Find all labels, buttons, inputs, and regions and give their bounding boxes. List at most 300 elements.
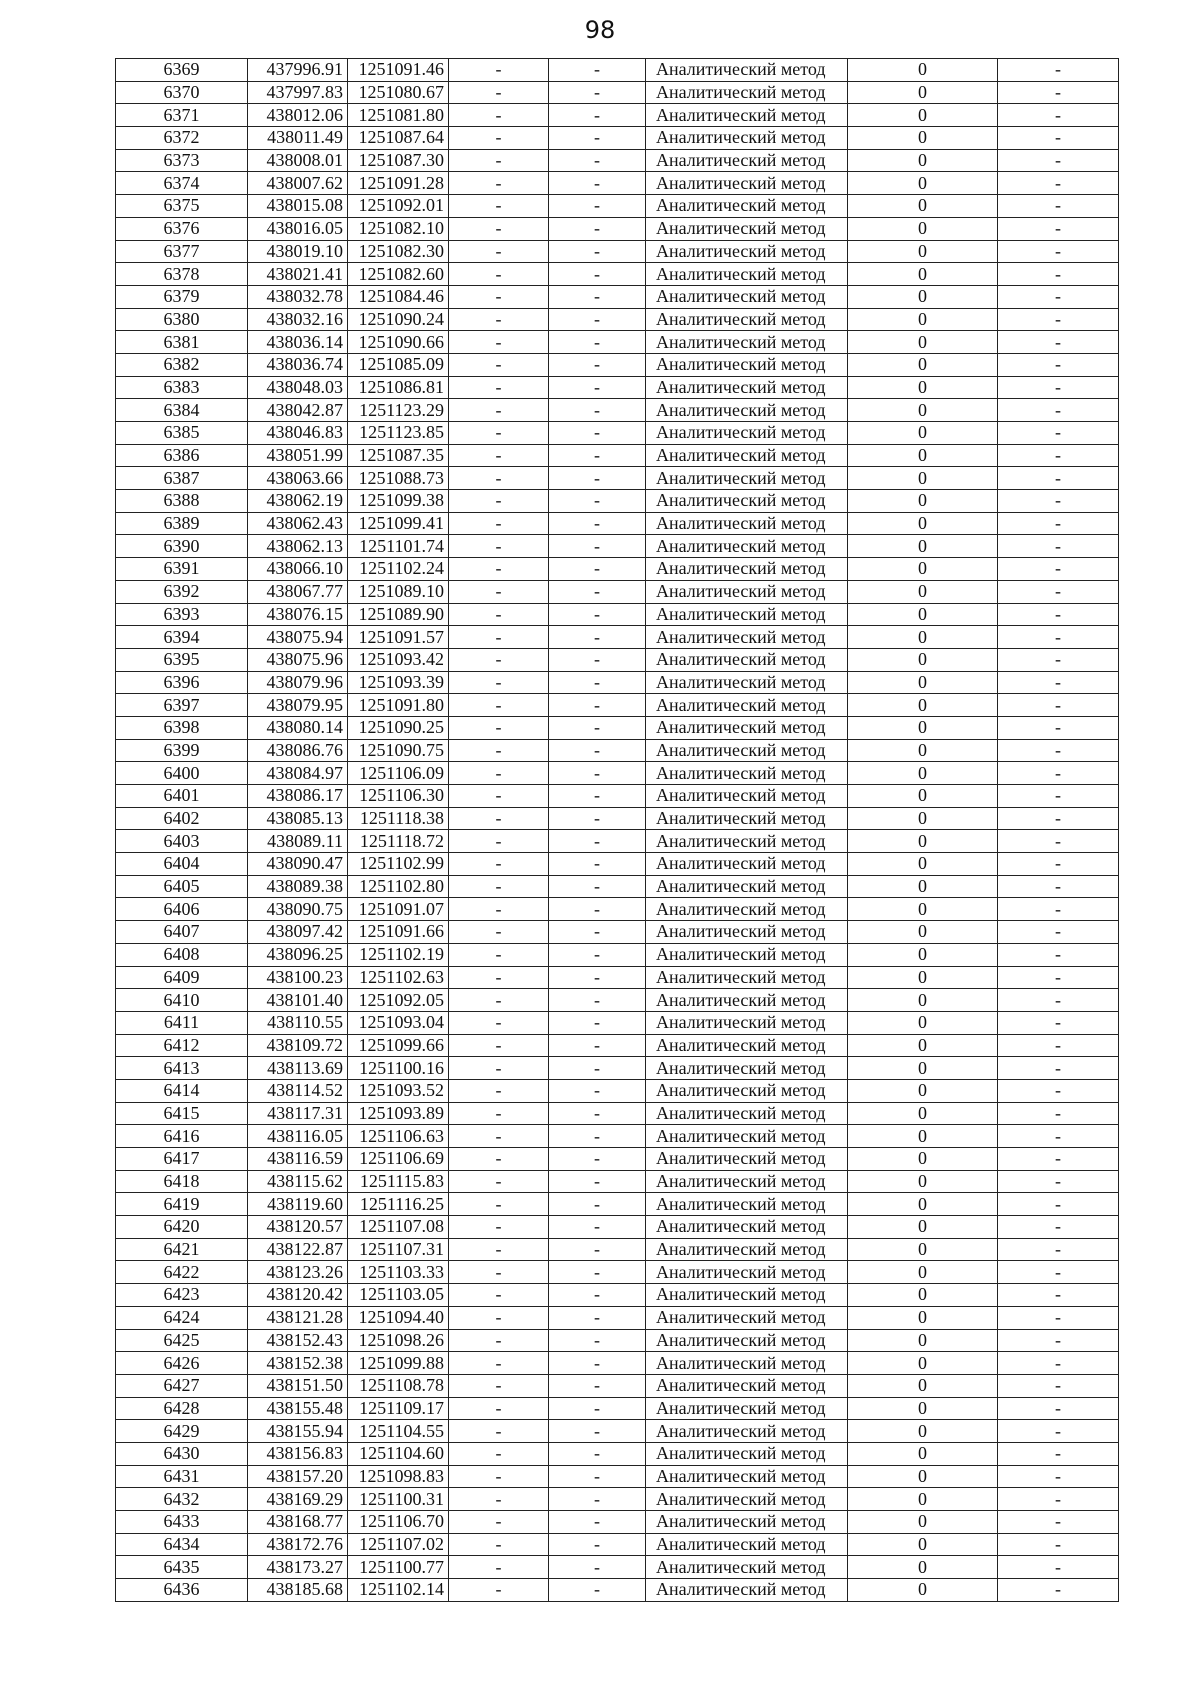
cell-dash: - [549, 1079, 646, 1102]
table-row [116, 603, 1119, 626]
cell-point-number: 6406 [116, 898, 248, 921]
cell-point-number: 6385 [116, 422, 248, 445]
cell-accuracy: 0 [848, 1511, 998, 1534]
cell-dash: - [549, 149, 646, 172]
cell-dash: - [998, 1102, 1119, 1125]
table-row [116, 104, 1119, 127]
cell-x-coordinate: 438007.62 [248, 172, 348, 195]
table-row [116, 1579, 1119, 1602]
cell-x-coordinate: 438086.76 [248, 739, 348, 762]
cell-point-number: 6369 [116, 59, 248, 82]
cell-y-coordinate: 1251082.10 [348, 217, 449, 240]
cell-dash: - [449, 943, 549, 966]
cell-x-coordinate: 438156.83 [248, 1442, 348, 1465]
cell-point-number: 6434 [116, 1533, 248, 1556]
cell-dash: - [998, 195, 1119, 218]
cell-accuracy: 0 [848, 739, 998, 762]
cell-point-number: 6374 [116, 172, 248, 195]
cell-method: Аналитический метод [646, 1374, 848, 1397]
cell-y-coordinate: 1251092.01 [348, 195, 449, 218]
cell-dash: - [998, 59, 1119, 82]
cell-accuracy: 0 [848, 1079, 998, 1102]
cell-x-coordinate: 438011.49 [248, 127, 348, 150]
cell-method: Аналитический метод [646, 1125, 848, 1148]
cell-point-number: 6384 [116, 399, 248, 422]
table-row [116, 1420, 1119, 1443]
cell-point-number: 6372 [116, 127, 248, 150]
cell-dash: - [549, 671, 646, 694]
cell-dash: - [549, 490, 646, 513]
cell-accuracy: 0 [848, 149, 998, 172]
cell-accuracy: 0 [848, 1034, 998, 1057]
cell-y-coordinate: 1251100.31 [348, 1488, 449, 1511]
table-row [116, 1170, 1119, 1193]
cell-y-coordinate: 1251084.46 [348, 285, 449, 308]
cell-x-coordinate: 438086.17 [248, 785, 348, 808]
cell-accuracy: 0 [848, 921, 998, 944]
table-body [116, 59, 1119, 1602]
cell-y-coordinate: 1251118.72 [348, 830, 449, 853]
table-row [116, 1148, 1119, 1171]
cell-dash: - [449, 535, 549, 558]
cell-dash: - [449, 1533, 549, 1556]
cell-x-coordinate: 438113.69 [248, 1057, 348, 1080]
cell-method: Аналитический метод [646, 898, 848, 921]
cell-x-coordinate: 438114.52 [248, 1079, 348, 1102]
cell-x-coordinate: 438100.23 [248, 966, 348, 989]
cell-dash: - [998, 1057, 1119, 1080]
cell-dash: - [998, 1397, 1119, 1420]
table-row [116, 1193, 1119, 1216]
cell-dash: - [549, 240, 646, 263]
cell-dash: - [449, 81, 549, 104]
cell-accuracy: 0 [848, 1579, 998, 1602]
cell-method: Аналитический метод [646, 1579, 848, 1602]
cell-accuracy: 0 [848, 1352, 998, 1375]
cell-dash: - [549, 104, 646, 127]
cell-accuracy: 0 [848, 1170, 998, 1193]
cell-method: Аналитический метод [646, 1442, 848, 1465]
cell-method: Аналитический метод [646, 285, 848, 308]
cell-x-coordinate: 438122.87 [248, 1238, 348, 1261]
cell-point-number: 6398 [116, 716, 248, 739]
table-row [116, 376, 1119, 399]
cell-dash: - [449, 1397, 549, 1420]
cell-dash: - [549, 1238, 646, 1261]
cell-method: Аналитический метод [646, 195, 848, 218]
cell-accuracy: 0 [848, 1420, 998, 1443]
cell-dash: - [549, 1011, 646, 1034]
cell-accuracy: 0 [848, 580, 998, 603]
cell-x-coordinate: 438063.66 [248, 467, 348, 490]
cell-dash: - [449, 921, 549, 944]
table-row [116, 1284, 1119, 1307]
table-row [116, 853, 1119, 876]
cell-dash: - [449, 558, 549, 581]
cell-point-number: 6412 [116, 1034, 248, 1057]
cell-dash: - [549, 81, 646, 104]
cell-dash: - [549, 830, 646, 853]
cell-dash: - [998, 353, 1119, 376]
cell-x-coordinate: 438173.27 [248, 1556, 348, 1579]
cell-point-number: 6417 [116, 1148, 248, 1171]
cell-dash: - [449, 1329, 549, 1352]
cell-dash: - [449, 1148, 549, 1171]
table-row [116, 149, 1119, 172]
cell-dash: - [998, 626, 1119, 649]
cell-point-number: 6436 [116, 1579, 248, 1602]
cell-method: Аналитический метод [646, 399, 848, 422]
cell-dash: - [549, 1193, 646, 1216]
cell-y-coordinate: 1251108.78 [348, 1374, 449, 1397]
cell-point-number: 6383 [116, 376, 248, 399]
cell-dash: - [998, 1488, 1119, 1511]
table-row [116, 195, 1119, 218]
cell-dash: - [998, 1193, 1119, 1216]
cell-y-coordinate: 1251107.08 [348, 1216, 449, 1239]
cell-point-number: 6402 [116, 807, 248, 830]
cell-y-coordinate: 1251091.57 [348, 626, 449, 649]
cell-y-coordinate: 1251103.33 [348, 1261, 449, 1284]
cell-accuracy: 0 [848, 1556, 998, 1579]
cell-x-coordinate: 438048.03 [248, 376, 348, 399]
cell-dash: - [449, 1284, 549, 1307]
cell-dash: - [449, 739, 549, 762]
cell-dash: - [549, 739, 646, 762]
cell-accuracy: 0 [848, 444, 998, 467]
cell-dash: - [549, 875, 646, 898]
coordinates-table [115, 58, 1119, 1602]
cell-x-coordinate: 438076.15 [248, 603, 348, 626]
cell-dash: - [998, 694, 1119, 717]
cell-dash: - [549, 399, 646, 422]
table-row [116, 217, 1119, 240]
cell-point-number: 6413 [116, 1057, 248, 1080]
cell-x-coordinate: 438155.48 [248, 1397, 348, 1420]
cell-method: Аналитический метод [646, 535, 848, 558]
cell-dash: - [449, 875, 549, 898]
table-row [116, 1488, 1119, 1511]
cell-x-coordinate: 438185.68 [248, 1579, 348, 1602]
table-row [116, 399, 1119, 422]
cell-accuracy: 0 [848, 898, 998, 921]
cell-dash: - [449, 989, 549, 1012]
cell-accuracy: 0 [848, 785, 998, 808]
cell-y-coordinate: 1251091.66 [348, 921, 449, 944]
cell-dash: - [549, 172, 646, 195]
cell-dash: - [998, 898, 1119, 921]
cell-accuracy: 0 [848, 989, 998, 1012]
cell-dash: - [998, 558, 1119, 581]
cell-dash: - [998, 376, 1119, 399]
cell-x-coordinate: 438110.55 [248, 1011, 348, 1034]
cell-method: Аналитический метод [646, 1193, 848, 1216]
cell-dash: - [549, 422, 646, 445]
cell-method: Аналитический метод [646, 580, 848, 603]
cell-accuracy: 0 [848, 1306, 998, 1329]
table-row [116, 1034, 1119, 1057]
cell-x-coordinate: 437997.83 [248, 81, 348, 104]
cell-y-coordinate: 1251099.38 [348, 490, 449, 513]
cell-dash: - [549, 1125, 646, 1148]
cell-dash: - [549, 785, 646, 808]
cell-point-number: 6391 [116, 558, 248, 581]
cell-dash: - [998, 399, 1119, 422]
cell-dash: - [549, 1034, 646, 1057]
cell-y-coordinate: 1251092.05 [348, 989, 449, 1012]
cell-dash: - [998, 807, 1119, 830]
cell-method: Аналитический метод [646, 626, 848, 649]
table-row [116, 1011, 1119, 1034]
table-row [116, 989, 1119, 1012]
cell-x-coordinate: 438168.77 [248, 1511, 348, 1534]
table-row [116, 353, 1119, 376]
table-row [116, 308, 1119, 331]
cell-dash: - [998, 1034, 1119, 1057]
cell-y-coordinate: 1251082.60 [348, 263, 449, 286]
cell-y-coordinate: 1251099.41 [348, 512, 449, 535]
cell-y-coordinate: 1251103.05 [348, 1284, 449, 1307]
cell-point-number: 6382 [116, 353, 248, 376]
cell-dash: - [449, 1193, 549, 1216]
cell-dash: - [549, 1442, 646, 1465]
cell-method: Аналитический метод [646, 1284, 848, 1307]
cell-dash: - [998, 308, 1119, 331]
cell-accuracy: 0 [848, 490, 998, 513]
cell-dash: - [998, 875, 1119, 898]
cell-method: Аналитический метод [646, 830, 848, 853]
table-row [116, 490, 1119, 513]
cell-accuracy: 0 [848, 376, 998, 399]
cell-dash: - [449, 785, 549, 808]
cell-method: Аналитический метод [646, 1465, 848, 1488]
cell-accuracy: 0 [848, 603, 998, 626]
cell-point-number: 6377 [116, 240, 248, 263]
cell-x-coordinate: 438117.31 [248, 1102, 348, 1125]
cell-dash: - [549, 762, 646, 785]
cell-dash: - [449, 898, 549, 921]
cell-y-coordinate: 1251090.66 [348, 331, 449, 354]
cell-method: Аналитический метод [646, 671, 848, 694]
cell-dash: - [998, 444, 1119, 467]
cell-point-number: 6433 [116, 1511, 248, 1534]
cell-y-coordinate: 1251118.38 [348, 807, 449, 830]
cell-x-coordinate: 438080.14 [248, 716, 348, 739]
table-row [116, 943, 1119, 966]
cell-dash: - [998, 104, 1119, 127]
cell-y-coordinate: 1251102.80 [348, 875, 449, 898]
cell-x-coordinate: 438101.40 [248, 989, 348, 1012]
cell-dash: - [449, 807, 549, 830]
cell-point-number: 6394 [116, 626, 248, 649]
cell-dash: - [998, 762, 1119, 785]
cell-dash: - [549, 694, 646, 717]
cell-dash: - [449, 308, 549, 331]
cell-dash: - [998, 490, 1119, 513]
cell-x-coordinate: 438152.43 [248, 1329, 348, 1352]
table-row [116, 1352, 1119, 1375]
table-row [116, 467, 1119, 490]
cell-dash: - [449, 716, 549, 739]
cell-point-number: 6408 [116, 943, 248, 966]
cell-point-number: 6411 [116, 1011, 248, 1034]
cell-y-coordinate: 1251090.25 [348, 716, 449, 739]
table-row [116, 1329, 1119, 1352]
cell-accuracy: 0 [848, 1397, 998, 1420]
cell-y-coordinate: 1251106.30 [348, 785, 449, 808]
cell-point-number: 6399 [116, 739, 248, 762]
cell-dash: - [449, 1374, 549, 1397]
cell-dash: - [998, 127, 1119, 150]
cell-dash: - [549, 1397, 646, 1420]
cell-dash: - [998, 830, 1119, 853]
cell-x-coordinate: 438032.16 [248, 308, 348, 331]
cell-point-number: 6419 [116, 1193, 248, 1216]
cell-point-number: 6373 [116, 149, 248, 172]
cell-dash: - [549, 1057, 646, 1080]
cell-dash: - [449, 376, 549, 399]
cell-x-coordinate: 437996.91 [248, 59, 348, 82]
cell-dash: - [998, 989, 1119, 1012]
cell-dash: - [449, 285, 549, 308]
cell-y-coordinate: 1251109.17 [348, 1397, 449, 1420]
cell-point-number: 6421 [116, 1238, 248, 1261]
cell-dash: - [449, 1511, 549, 1534]
cell-method: Аналитический метод [646, 648, 848, 671]
cell-accuracy: 0 [848, 217, 998, 240]
cell-dash: - [449, 217, 549, 240]
cell-method: Аналитический метод [646, 149, 848, 172]
cell-y-coordinate: 1251104.60 [348, 1442, 449, 1465]
cell-dash: - [998, 1079, 1119, 1102]
cell-dash: - [549, 1420, 646, 1443]
cell-dash: - [449, 1556, 549, 1579]
cell-x-coordinate: 438089.11 [248, 830, 348, 853]
cell-accuracy: 0 [848, 353, 998, 376]
table-row [116, 1556, 1119, 1579]
cell-method: Аналитический метод [646, 1238, 848, 1261]
cell-dash: - [449, 490, 549, 513]
cell-point-number: 6432 [116, 1488, 248, 1511]
cell-y-coordinate: 1251085.09 [348, 353, 449, 376]
cell-point-number: 6392 [116, 580, 248, 603]
cell-y-coordinate: 1251098.83 [348, 1465, 449, 1488]
cell-y-coordinate: 1251106.70 [348, 1511, 449, 1534]
table-row [116, 558, 1119, 581]
cell-dash: - [549, 376, 646, 399]
cell-y-coordinate: 1251093.52 [348, 1079, 449, 1102]
cell-point-number: 6390 [116, 535, 248, 558]
cell-method: Аналитический метод [646, 1306, 848, 1329]
cell-method: Аналитический метод [646, 81, 848, 104]
cell-method: Аналитический метод [646, 1148, 848, 1171]
cell-y-coordinate: 1251100.77 [348, 1556, 449, 1579]
table-row [116, 1306, 1119, 1329]
cell-dash: - [998, 785, 1119, 808]
cell-dash: - [549, 1374, 646, 1397]
cell-x-coordinate: 438123.26 [248, 1261, 348, 1284]
cell-dash: - [449, 1034, 549, 1057]
table-row [116, 762, 1119, 785]
cell-y-coordinate: 1251090.24 [348, 308, 449, 331]
cell-y-coordinate: 1251106.69 [348, 1148, 449, 1171]
cell-dash: - [549, 217, 646, 240]
cell-dash: - [998, 739, 1119, 762]
cell-dash: - [549, 308, 646, 331]
cell-dash: - [998, 535, 1119, 558]
cell-x-coordinate: 438169.29 [248, 1488, 348, 1511]
table-row [116, 1374, 1119, 1397]
cell-x-coordinate: 438151.50 [248, 1374, 348, 1397]
cell-x-coordinate: 438155.94 [248, 1420, 348, 1443]
cell-point-number: 6389 [116, 512, 248, 535]
cell-point-number: 6418 [116, 1170, 248, 1193]
cell-point-number: 6423 [116, 1284, 248, 1307]
cell-x-coordinate: 438157.20 [248, 1465, 348, 1488]
cell-dash: - [998, 1148, 1119, 1171]
cell-point-number: 6414 [116, 1079, 248, 1102]
table-row [116, 422, 1119, 445]
cell-x-coordinate: 438119.60 [248, 1193, 348, 1216]
table-row [116, 739, 1119, 762]
cell-dash: - [549, 1488, 646, 1511]
cell-dash: - [449, 59, 549, 82]
table-row [116, 444, 1119, 467]
cell-y-coordinate: 1251091.28 [348, 172, 449, 195]
cell-point-number: 6404 [116, 853, 248, 876]
cell-dash: - [449, 1238, 549, 1261]
cell-method: Аналитический метод [646, 1216, 848, 1239]
cell-point-number: 6376 [116, 217, 248, 240]
cell-method: Аналитический метод [646, 558, 848, 581]
cell-point-number: 6430 [116, 1442, 248, 1465]
cell-dash: - [549, 1511, 646, 1534]
cell-dash: - [449, 1102, 549, 1125]
table-row [116, 512, 1119, 535]
cell-y-coordinate: 1251102.19 [348, 943, 449, 966]
cell-dash: - [998, 716, 1119, 739]
cell-accuracy: 0 [848, 648, 998, 671]
cell-x-coordinate: 438075.96 [248, 648, 348, 671]
cell-accuracy: 0 [848, 1148, 998, 1171]
cell-dash: - [998, 648, 1119, 671]
cell-dash: - [449, 104, 549, 127]
cell-accuracy: 0 [848, 127, 998, 150]
cell-accuracy: 0 [848, 172, 998, 195]
cell-method: Аналитический метод [646, 785, 848, 808]
table-row [116, 172, 1119, 195]
cell-point-number: 6381 [116, 331, 248, 354]
table-row [116, 1216, 1119, 1239]
cell-accuracy: 0 [848, 853, 998, 876]
cell-dash: - [998, 422, 1119, 445]
table-row [116, 966, 1119, 989]
cell-dash: - [449, 830, 549, 853]
cell-method: Аналитический метод [646, 331, 848, 354]
cell-dash: - [998, 943, 1119, 966]
cell-dash: - [449, 444, 549, 467]
cell-point-number: 6422 [116, 1261, 248, 1284]
table-row [116, 1511, 1119, 1534]
table-row [116, 875, 1119, 898]
cell-dash: - [998, 921, 1119, 944]
cell-method: Аналитический метод [646, 1420, 848, 1443]
cell-dash: - [449, 467, 549, 490]
cell-method: Аналитический метод [646, 1488, 848, 1511]
cell-method: Аналитический метод [646, 1261, 848, 1284]
cell-y-coordinate: 1251099.88 [348, 1352, 449, 1375]
cell-dash: - [549, 263, 646, 286]
